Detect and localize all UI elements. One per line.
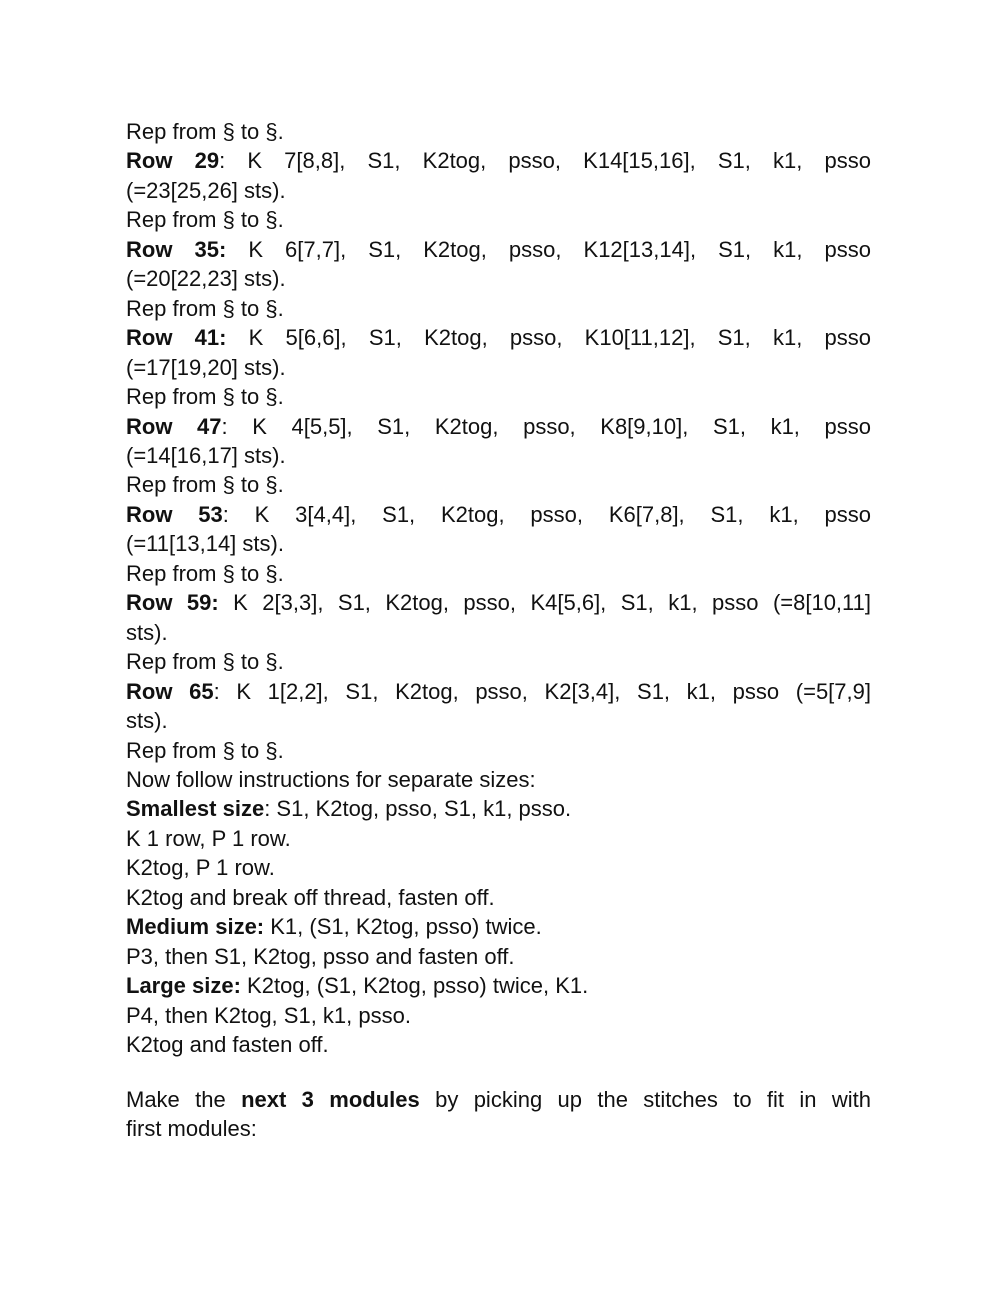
line-text: Rep from § to §. [126, 472, 284, 498]
line-text: Rep from § to §. [126, 384, 284, 410]
text-line [126, 942, 871, 971]
text-line [126, 176, 871, 205]
row-instruction [126, 235, 871, 264]
text-line [126, 765, 871, 794]
line-text: sts). [126, 619, 168, 645]
paragraph-gap [126, 1060, 871, 1085]
line-text: P3, then S1, K2tog, psso and fasten off. [126, 943, 515, 969]
line-text: by picking up the stitches to fit in with [419, 1086, 872, 1112]
line-text: first modules: [126, 1115, 257, 1141]
line-text: Rep from § to §. [126, 737, 284, 763]
row-instruction [126, 500, 871, 529]
closing-paragraph-line [126, 1114, 871, 1143]
line-text: : K 4[5,5], S1, K2tog, psso, K8[9,10], S1, k1, psso [221, 413, 871, 439]
line-text: K2tog and break off thread, fasten off. [126, 884, 495, 910]
line-text: (=20[22,23] sts). [126, 266, 286, 292]
line-text: Rep from § to §. [126, 649, 284, 675]
text-line [126, 353, 871, 382]
line-text: K2tog, (S1, K2tog, psso) twice, K1. [240, 973, 589, 999]
row-instruction [126, 677, 871, 706]
line-text: : K 7[8,8], S1, K2tog, psso, K14[15,16], S1, k1, psso [219, 148, 871, 174]
line-text: K 2[3,3], S1, K2tog, psso, K4[5,6], S1, k1, psso (=8[10,11] [218, 590, 871, 616]
text-line [126, 824, 871, 853]
text-line [126, 618, 871, 647]
text-line [126, 1001, 871, 1030]
text-line [126, 441, 871, 470]
line-text: Now follow instructions for separate sizes: [126, 766, 536, 792]
text-line [126, 529, 871, 558]
line-text: (=11[13,14] sts). [126, 531, 284, 557]
row-instruction [126, 588, 871, 617]
line-text: (=14[16,17] sts). [126, 442, 286, 468]
line-text: Rep from § to §. [126, 119, 284, 144]
row-label: Row 59: [126, 590, 219, 616]
size-label: Smallest size [126, 796, 265, 822]
closing-paragraph-line [126, 1085, 871, 1114]
row-label: Row 41: [126, 325, 227, 351]
text-line [126, 205, 871, 234]
line-text: sts). [126, 708, 168, 734]
text-line [126, 706, 871, 735]
text-line [126, 736, 871, 765]
line-text: K2tog, P 1 row. [126, 855, 275, 881]
row-label: Row 65 [126, 678, 214, 704]
row-label: Row 53 [126, 501, 223, 527]
row-label: Row 35: [126, 236, 227, 262]
text-line [126, 264, 871, 293]
text-line [126, 1030, 871, 1059]
line-text: K 6[7,7], S1, K2tog, psso, K12[13,14], S1, k1, psso [226, 236, 871, 262]
line-text: Rep from § to §. [126, 295, 284, 321]
text-line [126, 470, 871, 499]
line-text: : S1, K2tog, psso, S1, k1, psso. [264, 796, 572, 822]
line-text: Make the [126, 1086, 242, 1112]
text-line [126, 117, 871, 146]
size-instruction [126, 794, 871, 823]
line-text: K2tog and fasten off. [126, 1032, 329, 1058]
text-line [126, 382, 871, 411]
line-text: (=17[19,20] sts). [126, 354, 286, 380]
size-label: Large size: [126, 973, 241, 999]
line-text: : K 1[2,2], S1, K2tog, psso, K2[3,4], S1, k1, psso (=5[7,9] [213, 678, 871, 704]
document-page [126, 117, 871, 1143]
line-text: (=23[25,26] sts). [126, 177, 286, 203]
line-text: Rep from § to §. [126, 560, 284, 586]
row-instruction [126, 146, 871, 175]
line-text: P4, then K2tog, S1, k1, psso. [126, 1002, 411, 1028]
text-line [126, 559, 871, 588]
text-line [126, 883, 871, 912]
line-text: Rep from § to §. [126, 207, 284, 233]
row-label: Row 47 [126, 413, 222, 439]
line-text: K 1 row, P 1 row. [126, 825, 291, 851]
text-line [126, 853, 871, 882]
line-text: K 5[6,6], S1, K2tog, psso, K10[11,12], S1, k1, psso [226, 325, 871, 351]
row-label: Row 29 [126, 148, 220, 174]
text-line [126, 647, 871, 676]
size-instruction [126, 971, 871, 1000]
emphasis: next 3 modules [241, 1086, 420, 1112]
size-instruction [126, 912, 871, 941]
row-instruction [126, 412, 871, 441]
row-instruction [126, 323, 871, 352]
line-text: K1, (S1, K2tog, psso) twice. [264, 914, 542, 940]
line-text: : K 3[4,4], S1, K2tog, psso, K6[7,8], S1, k1, psso [222, 501, 871, 527]
size-label: Medium size: [126, 914, 265, 940]
text-line [126, 294, 871, 323]
